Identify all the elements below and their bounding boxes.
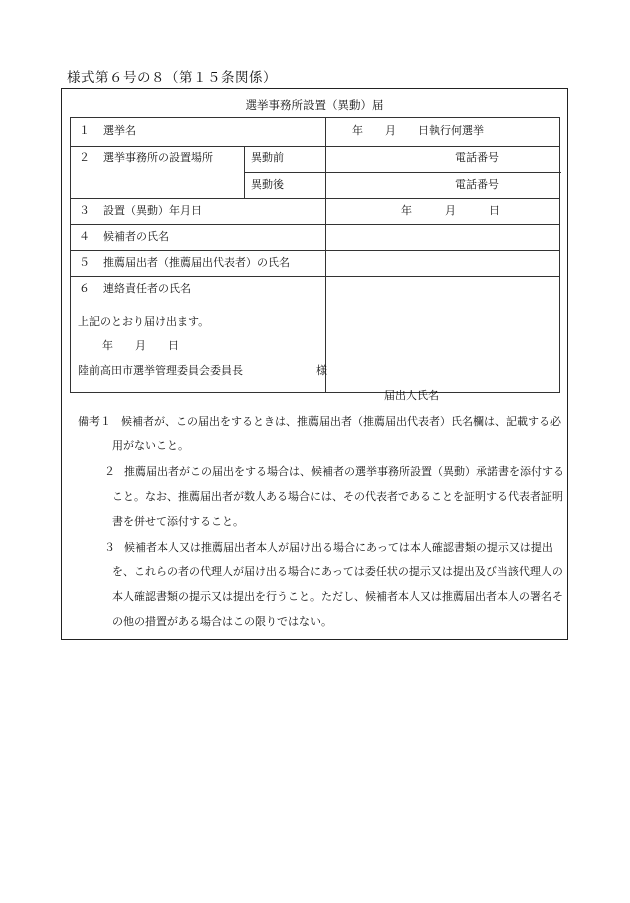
addressee: 陸前高田市選挙管理委員会委員長	[78, 364, 243, 377]
note-3-line-2: を、これらの者の代理人が届け出る場合にあっては委任状の提示又は提出及び当該代理人の	[112, 565, 563, 578]
phone-after-field[interactable]: 電話番号	[455, 178, 499, 191]
form-title: 選挙事務所設置（異動）届	[245, 98, 384, 112]
after-change-label: 異動後	[251, 178, 284, 191]
note-3-line-1: 候補者本人又は推薦届出者本人が届け出る場合にあっては本人確認書類の提示又は提出	[124, 541, 553, 554]
row-5-number: ５	[79, 256, 90, 269]
row-2-label: 選挙事務所の設置場所	[103, 151, 213, 164]
statement-text: 上記のとおり届け出ます。	[78, 315, 210, 328]
row-divider	[71, 276, 559, 277]
note-3-line-3: 本人確認書類の提示又は提出を行うこと。ただし、候補者本人又は推薦届出者本人の署名そ	[112, 590, 563, 603]
column-divider	[244, 146, 245, 198]
phone-before-field[interactable]: 電話番号	[455, 151, 499, 164]
before-change-label: 異動前	[251, 151, 284, 164]
form-frame	[61, 88, 568, 640]
column-divider	[325, 118, 326, 392]
row-2-number: ２	[79, 151, 90, 164]
notes-heading: 備考１	[78, 415, 111, 428]
row-1-label: 選挙名	[103, 124, 136, 137]
row-3-label: 設置（異動）年月日	[103, 204, 202, 217]
form-number-label: 様式第６号の８（第１５条関係）	[67, 70, 277, 86]
election-name-field[interactable]: 年 月 日執行何選挙	[352, 124, 484, 137]
row-6-number: ６	[79, 282, 90, 295]
row-1-number: １	[79, 124, 90, 137]
submitter-name-label: 届出人氏名	[384, 389, 439, 402]
row-3-number: ３	[79, 204, 90, 217]
note-3-number: ３	[104, 541, 115, 554]
note-1-line-2: 用がないこと。	[112, 439, 189, 452]
setup-date-field[interactable]: 年 月 日	[401, 204, 500, 217]
note-2-line-1: 推薦届出者がこの届出をする場合は、候補者の選挙事務所設置（異動）承諾書を添付する	[124, 465, 564, 478]
submission-date[interactable]: 年 月 日	[102, 339, 179, 352]
honorific: 様	[316, 364, 327, 377]
row-6-label: 連絡責任者の氏名	[103, 282, 191, 295]
note-2-line-2: こと。なお、推薦届出者が数人ある場合には、その代表者であることを証明する代表者証明	[112, 490, 563, 503]
row-divider	[71, 250, 559, 251]
note-2-number: ２	[104, 465, 115, 478]
note-1-line-1: 候補者が、この届出をするときは、推薦届出者（推薦届出代表者）氏名欄は、記載する必	[121, 415, 561, 428]
row-5-label: 推薦届出者（推薦届出代表者）の氏名	[103, 256, 290, 269]
row-4-number: ４	[79, 230, 90, 243]
note-2-line-3: 書を併せて添付すること。	[112, 515, 244, 528]
note-3-line-4: の他の措置がある場合はこの限りではない。	[112, 615, 332, 628]
row-4-label: 候補者の氏名	[103, 230, 169, 243]
row-divider	[71, 146, 559, 147]
row-divider	[244, 172, 561, 173]
row-divider	[71, 224, 559, 225]
row-divider	[71, 198, 559, 199]
